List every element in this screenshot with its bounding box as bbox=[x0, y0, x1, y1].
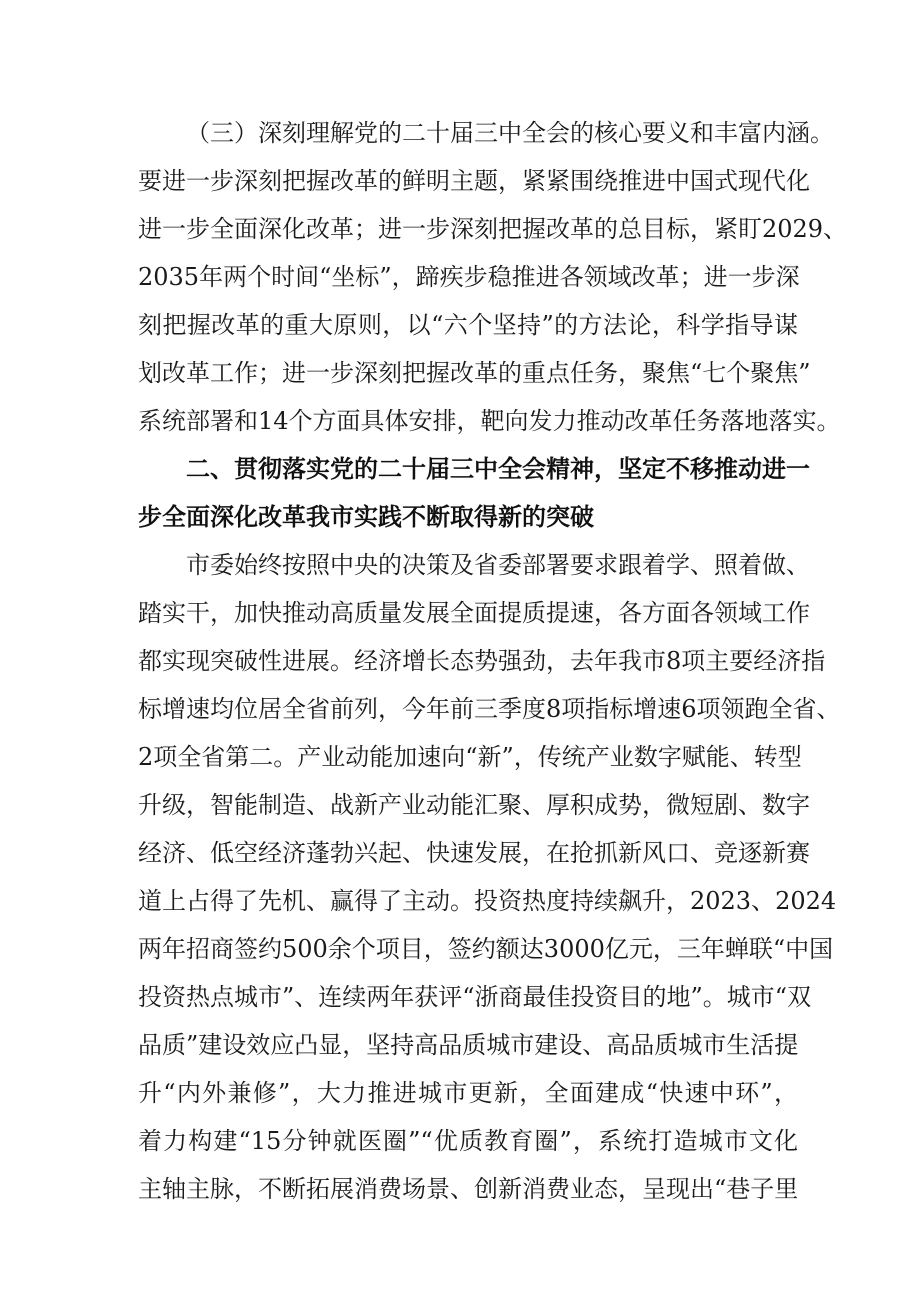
paragraph-line: （三）深刻理解党的二十届三中全会的核心要义和丰富内涵。 bbox=[186, 119, 834, 147]
paragraph-line: 2项全省第二。产业动能加速向“新”，传统产业数字赋能、转型 bbox=[138, 743, 802, 771]
paragraph-line: 刻把握改革的重大原则，以“六个坚持”的方法论，科学指导谋 bbox=[138, 311, 798, 339]
paragraph-line: 着力构建“15分钟就医圈”“优质教育圈”，系统打造城市文化 bbox=[138, 1127, 798, 1155]
paragraph-line: 两年招商签约500余个项目，签约额达3000亿元，三年蝉联“中国 bbox=[138, 935, 834, 963]
paragraph-line: 系统部署和14个方面具体安排，靶向发力推动改革任务落地落实。 bbox=[138, 407, 841, 435]
paragraph-line: 踏实干，加快推动高质量发展全面提质提速，各方面各领域工作 bbox=[138, 599, 810, 627]
paragraph-line: 升“内外兼修”，大力推进城市更新，全面建成“快速中环”， bbox=[138, 1079, 798, 1107]
paragraph-line: 道上占得了先机、赢得了主动。投资热度持续飙升，2023、2024 bbox=[138, 887, 837, 915]
paragraph-line: 标增速均位居全省前列，今年前三季度8项指标增速6项领跑全省、 bbox=[138, 695, 841, 723]
paragraph-line: 要进一步深刻把握改革的鲜明主题，紧紧围绕推进中国式现代化 bbox=[138, 167, 810, 195]
paragraph-line: 市委始终按照中央的决策及省委部署要求跟着学、照着做、 bbox=[186, 551, 810, 579]
paragraph-line: 品质”建设效应凸显，坚持高品质城市建设、高品质城市生活提 bbox=[138, 1031, 799, 1059]
paragraph-line: 投资热点城市”、连续两年获评“浙商最佳投资目的地”。城市“双 bbox=[138, 983, 812, 1011]
section-heading: 步全面深化改革我市实践不断取得新的突破 bbox=[138, 503, 594, 531]
section-heading: 二、贯彻落实党的二十届三中全会精神，坚定不移推动进一 bbox=[186, 455, 810, 483]
paragraph-line: 升级，智能制造、战新产业动能汇聚、厚积成势，微短剧、数字 bbox=[138, 791, 810, 819]
paragraph-line: 2035年两个时间“坐标”，蹄疾步稳推进各领域改革；进一步深 bbox=[138, 263, 800, 291]
paragraph-line: 划改革工作；进一步深刻把握改革的重点任务，聚焦“七个聚焦” bbox=[138, 359, 811, 387]
paragraph-line: 都实现突破性进展。经济增长态势强劲，去年我市8项主要经济指 bbox=[138, 647, 826, 675]
paragraph-line: 经济、低空经济蓬勃兴起、快速发展，在抢抓新风口、竞逐新赛 bbox=[138, 839, 810, 867]
paragraph-line: 主轴主脉，不断拓展消费场景、创新消费业态，呈现出“巷子里 bbox=[138, 1175, 799, 1203]
paragraph-line: 进一步全面深化改革；进一步深刻把握改革的总目标，紧盯2029、 bbox=[138, 215, 848, 243]
